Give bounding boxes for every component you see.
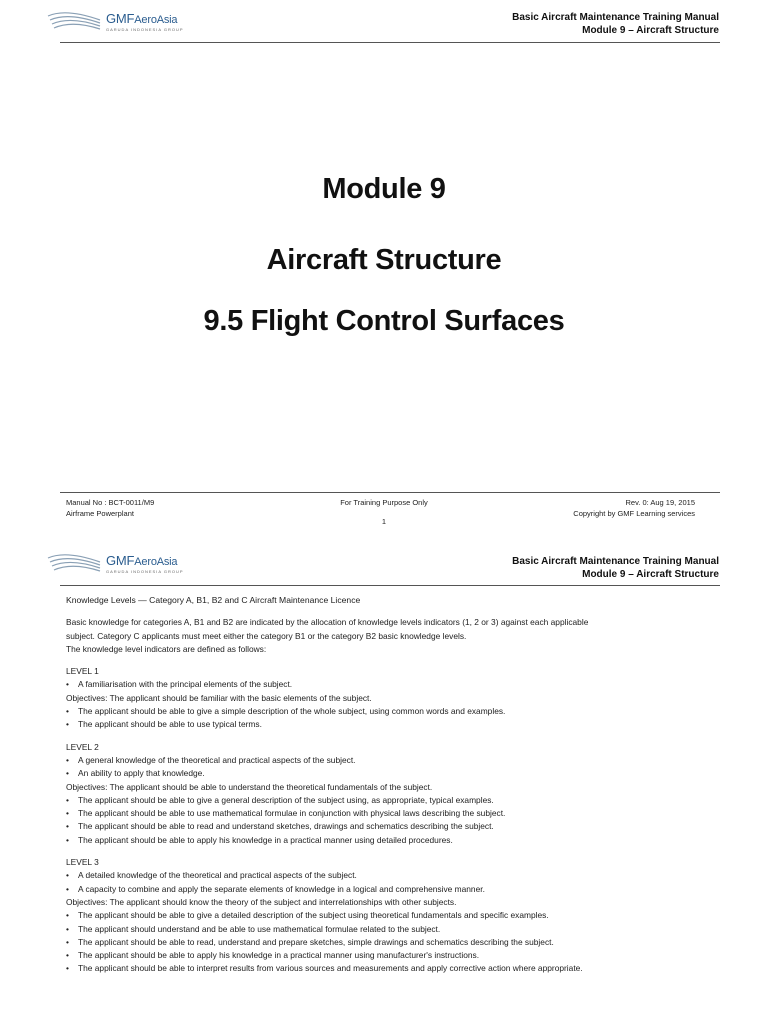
level-3-bullet: • The applicant should be able to read, understand and prepare sketches, simple drawings and schematics describing the subject. [66, 936, 716, 949]
swoosh-logo-icon [46, 550, 102, 576]
level-3-bullet: • The applicant should be able to apply his knowledge in a practical manner using manufacturer's instructions. [66, 949, 716, 962]
module-heading: Module 9 [322, 173, 446, 205]
swoosh-logo-icon [46, 8, 102, 34]
manual-header [512, 11, 719, 37]
level-2-bullet: • The applicant should be able to use mathematical formulae in conjunction with physical laws describing the subject. [66, 807, 716, 820]
level-3-bullet: • The applicant should be able to interpret results from various sources and measurements and apply corrective action where appropriate. [66, 962, 716, 975]
manual-title: Basic Aircraft Maintenance Training Manual [512, 12, 719, 23]
level-3-bullet: • The applicant should understand and be able to use mathematical formulae related to the subject. [66, 923, 716, 936]
level-3-bullet: • The applicant should be able to give a detailed description of the subject using theoretical fundamentals and specific examples. [66, 909, 716, 922]
level-1-bullet: • The applicant should be able to give a simple description of the whole subject, using common words and examples. [66, 705, 716, 718]
copyright: Copyright by GMF Learning services [573, 509, 695, 518]
level-3-bullet: • A capacity to combine and apply the separate elements of knowledge in a logical and comprehensive manner. [66, 883, 716, 896]
level-1-bullet: • A familiarisation with the principal elements of the subject. [66, 678, 716, 691]
footer-center [300, 497, 468, 527]
page-number: 1 [381, 517, 387, 526]
intro-line: The knowledge level indicators are defined as follows: [66, 643, 267, 654]
level-2-bullet: • The applicant should be able to apply his knowledge in a practical manner using detailed procedures. [66, 834, 716, 847]
footer-left [66, 497, 154, 519]
level-2-objectives: Objectives: The applicant should be able to understand the theoretical fundamentals of the subject. [66, 781, 433, 792]
company-logo [46, 8, 184, 34]
section-heading: 9.5 Flight Control Surfaces [203, 305, 565, 337]
logo-brand-sub: AeroAsia [134, 14, 178, 26]
logo-brand-main: GMF [106, 553, 135, 568]
level-1-bullet: • The applicant should be able to use typical terms. [66, 718, 716, 731]
level-2-bullet: • The applicant should be able to read and understand sketches, drawings and schematics describing the subject. [66, 820, 716, 833]
logo-tagline: GARUDA INDONESIA GROUP [106, 27, 184, 32]
level-2-bullet: • An ability to apply that knowledge. [66, 767, 716, 780]
manual-title: Basic Aircraft Maintenance Training Manual [512, 556, 719, 567]
subject-heading: Aircraft Structure [266, 244, 502, 276]
module-title: Module 9 – Aircraft Structure [582, 25, 719, 36]
revision: Rev. 0: Aug 19, 2015 [625, 498, 695, 507]
level-2-label: LEVEL 2 [66, 741, 99, 752]
manual-category: Airframe Powerplant [66, 509, 134, 518]
footer-right [573, 497, 695, 519]
level-3-bullet: • A detailed knowledge of the theoretical and practical aspects of the subject. [66, 869, 716, 882]
logo-brand-main: GMF [106, 11, 135, 26]
level-2-bullet: • The applicant should be able to give a general description of the subject using, as appropriate, typical examples. [66, 794, 716, 807]
intro-line: subject. Category C applicants must meet either the category B1 or the category B2 basic knowledge levels. [66, 630, 467, 641]
logo-tagline: GARUDA INDONESIA GROUP [106, 569, 184, 574]
knowledge-levels-section [66, 594, 716, 976]
intro-line: Basic knowledge for categories A, B1 and B2 are indicated by the allocation of knowledge levels indicators (1, 2 or 3) against each applicable [66, 617, 589, 628]
level-3-label: LEVEL 3 [66, 857, 99, 868]
logo-brand-sub: AeroAsia [134, 556, 178, 568]
header-divider-2 [60, 585, 720, 586]
level-3-objectives: Objectives: The applicant should know the theory of the subject and interrelationships with other subjects. [66, 896, 457, 907]
module-title: Module 9 – Aircraft Structure [582, 569, 719, 580]
footer-divider [60, 492, 720, 493]
header-divider [60, 42, 720, 43]
manual-number: Manual No : BCT-0011/M9 [66, 498, 155, 507]
manual-header-2 [512, 555, 719, 581]
knowledge-levels-heading: Knowledge Levels — Category A, B1, B2 and C Aircraft Maintenance Licence [66, 595, 361, 605]
training-purpose: For Training Purpose Only [340, 498, 428, 507]
level-1-label: LEVEL 1 [66, 666, 99, 677]
company-logo-2 [46, 550, 184, 576]
level-1-objectives: Objectives: The applicant should be familiar with the basic elements of the subject. [66, 692, 372, 703]
level-2-bullet: • A general knowledge of the theoretical and practical aspects of the subject. [66, 754, 716, 767]
